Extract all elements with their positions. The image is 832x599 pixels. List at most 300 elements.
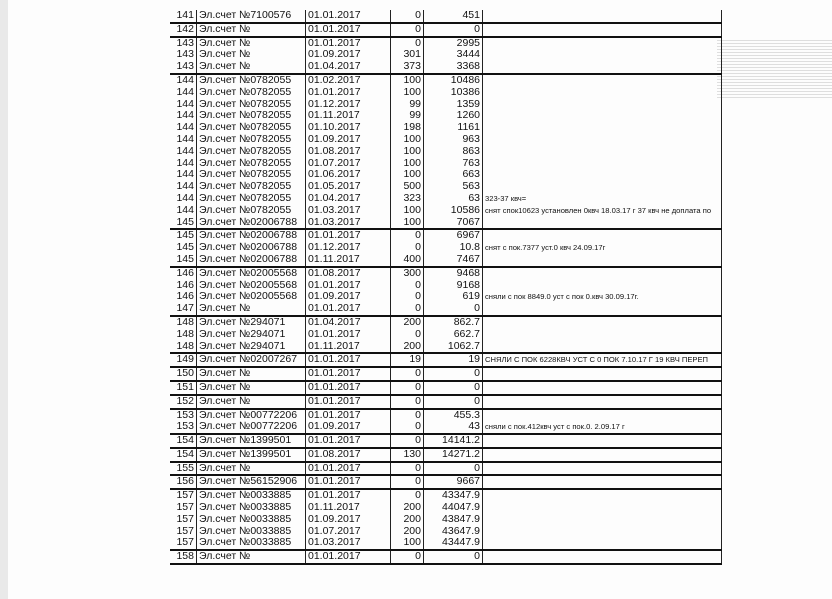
cell-name: Эл.счет №00772206 (197, 421, 306, 434)
cell-name: Эл.счет № (197, 381, 306, 395)
cell-qty: 100 (391, 217, 424, 230)
table-row (170, 409, 722, 422)
cell-date: 01.06.2017 (306, 169, 391, 181)
cell-name: Эл.счет № (197, 462, 306, 476)
table-row (170, 303, 722, 316)
cell-note: снят спок10623 установлен 0квч 18.03.17 г 37 квч не доплата по (483, 205, 722, 217)
cell-note (483, 550, 722, 564)
cell-val: 10486 (424, 74, 483, 87)
cell-note (483, 254, 722, 267)
table-row (170, 448, 722, 462)
cell-qty: 0 (391, 409, 424, 422)
cell-name: Эл.счет №02005568 (197, 267, 306, 280)
cell-name: Эл.счет №02006788 (197, 254, 306, 267)
cell-note (483, 303, 722, 316)
cell-num: 145 (170, 217, 197, 230)
table-row (170, 475, 722, 489)
table-row (170, 502, 722, 514)
cell-val: 0 (424, 367, 483, 381)
cell-num: 143 (170, 61, 197, 74)
cell-date: 01.01.2017 (306, 550, 391, 564)
cell-date: 01.09.2017 (306, 291, 391, 303)
cell-date: 01.01.2017 (306, 353, 391, 367)
cell-date: 01.11.2017 (306, 110, 391, 122)
cell-note (483, 217, 722, 230)
cell-note (483, 280, 722, 292)
cell-qty: 100 (391, 87, 424, 99)
cell-val: 663 (424, 169, 483, 181)
cell-num: 144 (170, 110, 197, 122)
cell-val: 1260 (424, 110, 483, 122)
cell-name: Эл.счет №02006788 (197, 229, 306, 242)
cell-note (483, 537, 722, 550)
cell-qty: 200 (391, 514, 424, 526)
cell-qty: 100 (391, 74, 424, 87)
cell-val: 7467 (424, 254, 483, 267)
cell-val: 862.7 (424, 316, 483, 329)
cell-note (483, 87, 722, 99)
cell-qty: 0 (391, 23, 424, 37)
cell-num: 148 (170, 341, 197, 354)
cell-val: 43847.9 (424, 514, 483, 526)
cell-num: 144 (170, 99, 197, 111)
cell-val: 44047.9 (424, 502, 483, 514)
cell-name: Эл.счет №1399501 (197, 448, 306, 462)
cell-date: 01.09.2017 (306, 514, 391, 526)
cell-note (483, 49, 722, 61)
table-row (170, 193, 722, 205)
cell-qty: 0 (391, 395, 424, 409)
table-row (170, 421, 722, 434)
cell-num: 153 (170, 421, 197, 434)
meter-readings-table (170, 10, 722, 565)
cell-val: 1359 (424, 99, 483, 111)
cell-date: 01.01.2017 (306, 409, 391, 422)
cell-date: 01.01.2017 (306, 475, 391, 489)
table-row (170, 158, 722, 170)
cell-note (483, 329, 722, 341)
table-row (170, 37, 722, 50)
cell-val: 43 (424, 421, 483, 434)
cell-val: 963 (424, 134, 483, 146)
cell-num: 157 (170, 514, 197, 526)
cell-qty: 0 (391, 329, 424, 341)
cell-val: 0 (424, 23, 483, 37)
cell-name: Эл.счет №02006788 (197, 242, 306, 254)
cell-name: Эл.счет №0782055 (197, 122, 306, 134)
cell-date: 01.01.2017 (306, 229, 391, 242)
table-row (170, 329, 722, 341)
cell-qty: 323 (391, 193, 424, 205)
cell-name: Эл.счет №294071 (197, 316, 306, 329)
table-row (170, 23, 722, 37)
cell-qty: 0 (391, 280, 424, 292)
cell-num: 144 (170, 122, 197, 134)
cell-name: Эл.счет №56152906 (197, 475, 306, 489)
cell-val: 19 (424, 353, 483, 367)
cell-note (483, 502, 722, 514)
cell-num: 144 (170, 74, 197, 87)
cell-num: 158 (170, 550, 197, 564)
cell-note (483, 229, 722, 242)
cell-num: 152 (170, 395, 197, 409)
table-row (170, 61, 722, 74)
cell-note (483, 526, 722, 538)
cell-note (483, 23, 722, 37)
cell-val: 662.7 (424, 329, 483, 341)
scan-edge (0, 0, 8, 599)
cell-qty: 0 (391, 550, 424, 564)
cell-name: Эл.счет №02006788 (197, 217, 306, 230)
cell-qty: 100 (391, 134, 424, 146)
table-row (170, 353, 722, 367)
cell-num: 144 (170, 134, 197, 146)
cell-val: 563 (424, 181, 483, 193)
cell-num: 143 (170, 37, 197, 50)
cell-qty: 19 (391, 353, 424, 367)
scan-noise (717, 40, 832, 100)
cell-val: 1161 (424, 122, 483, 134)
cell-name: Эл.счет №0782055 (197, 169, 306, 181)
cell-val: 9468 (424, 267, 483, 280)
cell-date: 01.03.2017 (306, 217, 391, 230)
cell-qty: 200 (391, 341, 424, 354)
cell-note (483, 74, 722, 87)
cell-qty: 99 (391, 110, 424, 122)
cell-date: 01.07.2017 (306, 526, 391, 538)
cell-num: 154 (170, 448, 197, 462)
cell-name: Эл.счет №294071 (197, 341, 306, 354)
cell-val: 3368 (424, 61, 483, 74)
cell-qty: 0 (391, 10, 424, 23)
table-row (170, 122, 722, 134)
cell-note (483, 181, 722, 193)
cell-val: 43347.9 (424, 489, 483, 502)
cell-note: снят с пок.7377 уст.0 квч 24.09.17г (483, 242, 722, 254)
table-row (170, 395, 722, 409)
cell-date: 01.01.2017 (306, 37, 391, 50)
table-row (170, 110, 722, 122)
cell-num: 142 (170, 23, 197, 37)
cell-name: Эл.счет №0782055 (197, 99, 306, 111)
cell-qty: 373 (391, 61, 424, 74)
cell-date: 01.01.2017 (306, 303, 391, 316)
cell-num: 148 (170, 329, 197, 341)
cell-date: 01.01.2017 (306, 23, 391, 37)
cell-val: 10.8 (424, 242, 483, 254)
table-row (170, 267, 722, 280)
cell-name: Эл.счет №0033885 (197, 514, 306, 526)
cell-name: Эл.счет №0033885 (197, 526, 306, 538)
cell-num: 144 (170, 87, 197, 99)
table-row (170, 367, 722, 381)
cell-qty: 200 (391, 502, 424, 514)
cell-date: 01.01.2017 (306, 434, 391, 448)
cell-name: Эл.счет №0782055 (197, 146, 306, 158)
cell-name: Эл.счет №0033885 (197, 537, 306, 550)
cell-name: Эл.счет №0782055 (197, 74, 306, 87)
table-row (170, 381, 722, 395)
table-row (170, 181, 722, 193)
table-row (170, 489, 722, 502)
cell-date: 01.11.2017 (306, 254, 391, 267)
cell-num: 156 (170, 475, 197, 489)
cell-qty: 301 (391, 49, 424, 61)
cell-date: 01.01.2017 (306, 280, 391, 292)
cell-num: 157 (170, 502, 197, 514)
cell-num: 146 (170, 280, 197, 292)
cell-note (483, 61, 722, 74)
cell-date: 01.09.2017 (306, 49, 391, 61)
table-row (170, 10, 722, 23)
cell-note (483, 10, 722, 23)
cell-val: 1062.7 (424, 341, 483, 354)
cell-date: 01.09.2017 (306, 421, 391, 434)
cell-qty: 0 (391, 475, 424, 489)
table-row (170, 99, 722, 111)
cell-qty: 0 (391, 37, 424, 50)
cell-name: Эл.счет №0782055 (197, 193, 306, 205)
cell-qty: 100 (391, 146, 424, 158)
cell-note (483, 122, 722, 134)
cell-date: 01.08.2017 (306, 146, 391, 158)
cell-note (483, 409, 722, 422)
cell-note (483, 169, 722, 181)
cell-val: 619 (424, 291, 483, 303)
cell-num: 146 (170, 291, 197, 303)
cell-name: Эл.счет №294071 (197, 329, 306, 341)
cell-num: 153 (170, 409, 197, 422)
cell-date: 01.03.2017 (306, 205, 391, 217)
table-row (170, 205, 722, 217)
cell-name: Эл.счет №0782055 (197, 205, 306, 217)
cell-note (483, 37, 722, 50)
cell-qty: 100 (391, 205, 424, 217)
table-row (170, 462, 722, 476)
cell-name: Эл.счет №02005568 (197, 291, 306, 303)
cell-qty: 0 (391, 462, 424, 476)
cell-qty: 100 (391, 169, 424, 181)
cell-num: 141 (170, 10, 197, 23)
cell-date: 01.01.2017 (306, 395, 391, 409)
cell-date: 01.04.2017 (306, 61, 391, 74)
cell-date: 01.11.2017 (306, 341, 391, 354)
cell-num: 148 (170, 316, 197, 329)
cell-note (483, 267, 722, 280)
cell-note (483, 341, 722, 354)
cell-num: 151 (170, 381, 197, 395)
table-row (170, 49, 722, 61)
table-row (170, 242, 722, 254)
cell-qty: 0 (391, 367, 424, 381)
cell-name: Эл.счет №0782055 (197, 110, 306, 122)
table-body (170, 10, 722, 564)
cell-val: 0 (424, 462, 483, 476)
cell-name: Эл.счет №0782055 (197, 87, 306, 99)
cell-val: 863 (424, 146, 483, 158)
cell-val: 0 (424, 381, 483, 395)
cell-note (483, 381, 722, 395)
cell-note (483, 489, 722, 502)
cell-num: 144 (170, 146, 197, 158)
cell-note (483, 99, 722, 111)
table-row (170, 291, 722, 303)
cell-date: 01.08.2017 (306, 267, 391, 280)
table-row (170, 146, 722, 158)
cell-val: 63 (424, 193, 483, 205)
cell-date: 01.05.2017 (306, 181, 391, 193)
table-row (170, 74, 722, 87)
cell-note (483, 395, 722, 409)
cell-name: Эл.счет № (197, 395, 306, 409)
cell-date: 01.03.2017 (306, 537, 391, 550)
cell-date: 01.04.2017 (306, 316, 391, 329)
cell-val: 43447.9 (424, 537, 483, 550)
cell-qty: 100 (391, 537, 424, 550)
cell-note (483, 134, 722, 146)
cell-qty: 0 (391, 291, 424, 303)
cell-name: Эл.счет №00772206 (197, 409, 306, 422)
cell-qty: 130 (391, 448, 424, 462)
cell-date: 01.01.2017 (306, 329, 391, 341)
cell-date: 01.04.2017 (306, 193, 391, 205)
table-row (170, 514, 722, 526)
cell-val: 0 (424, 550, 483, 564)
cell-qty: 100 (391, 158, 424, 170)
cell-name: Эл.счет №0782055 (197, 181, 306, 193)
cell-num: 144 (170, 181, 197, 193)
cell-num: 150 (170, 367, 197, 381)
cell-num: 144 (170, 205, 197, 217)
cell-note (483, 448, 722, 462)
cell-val: 7067 (424, 217, 483, 230)
cell-val: 9667 (424, 475, 483, 489)
cell-qty: 0 (391, 421, 424, 434)
cell-qty: 0 (391, 229, 424, 242)
cell-name: Эл.счет №7100576 (197, 10, 306, 23)
table-row (170, 254, 722, 267)
cell-val: 0 (424, 395, 483, 409)
cell-date: 01.10.2017 (306, 122, 391, 134)
cell-name: Эл.счет №02005568 (197, 280, 306, 292)
cell-date: 01.11.2017 (306, 502, 391, 514)
cell-num: 157 (170, 526, 197, 538)
cell-num: 143 (170, 49, 197, 61)
cell-qty: 200 (391, 526, 424, 538)
cell-val: 14141.2 (424, 434, 483, 448)
cell-val: 451 (424, 10, 483, 23)
table-row (170, 341, 722, 354)
cell-qty: 400 (391, 254, 424, 267)
cell-qty: 200 (391, 316, 424, 329)
cell-note (483, 316, 722, 329)
cell-val: 6967 (424, 229, 483, 242)
cell-date: 01.02.2017 (306, 74, 391, 87)
cell-date: 01.01.2017 (306, 10, 391, 23)
cell-name: Эл.счет № (197, 23, 306, 37)
cell-val: 0 (424, 303, 483, 316)
table-row (170, 280, 722, 292)
cell-num: 144 (170, 169, 197, 181)
cell-note (483, 462, 722, 476)
cell-val: 3444 (424, 49, 483, 61)
table-row (170, 134, 722, 146)
cell-name: Эл.счет № (197, 49, 306, 61)
cell-num: 145 (170, 254, 197, 267)
cell-qty: 0 (391, 303, 424, 316)
cell-note: сняли с пок 8849.0 уст с пок 0.квч 30.09.17г. (483, 291, 722, 303)
table-row (170, 87, 722, 99)
cell-date: 01.08.2017 (306, 448, 391, 462)
cell-date: 01.09.2017 (306, 134, 391, 146)
cell-val: 763 (424, 158, 483, 170)
table-row (170, 217, 722, 230)
cell-qty: 0 (391, 489, 424, 502)
cell-val: 10586 (424, 205, 483, 217)
table-row (170, 537, 722, 550)
cell-date: 01.01.2017 (306, 381, 391, 395)
cell-name: Эл.счет № (197, 550, 306, 564)
cell-qty: 0 (391, 381, 424, 395)
cell-date: 01.01.2017 (306, 462, 391, 476)
cell-num: 145 (170, 242, 197, 254)
table-row (170, 169, 722, 181)
cell-date: 01.12.2017 (306, 99, 391, 111)
cell-name: Эл.счет № (197, 37, 306, 50)
cell-num: 144 (170, 158, 197, 170)
cell-qty: 0 (391, 242, 424, 254)
cell-note: СНЯЛИ С ПОК 6228КВЧ УСТ С 0 ПОК 7.10.17 Г 19 КВЧ ПЕРЕП (483, 353, 722, 367)
cell-val: 10386 (424, 87, 483, 99)
cell-date: 01.12.2017 (306, 242, 391, 254)
cell-num: 144 (170, 193, 197, 205)
cell-name: Эл.счет №0782055 (197, 134, 306, 146)
cell-note (483, 146, 722, 158)
table-row (170, 229, 722, 242)
cell-date: 01.01.2017 (306, 87, 391, 99)
cell-note (483, 110, 722, 122)
cell-note (483, 475, 722, 489)
table-row (170, 550, 722, 564)
cell-num: 154 (170, 434, 197, 448)
cell-val: 9168 (424, 280, 483, 292)
cell-num: 155 (170, 462, 197, 476)
cell-name: Эл.счет № (197, 367, 306, 381)
cell-num: 157 (170, 537, 197, 550)
cell-name: Эл.счет №02007267 (197, 353, 306, 367)
cell-note (483, 434, 722, 448)
cell-note: сняли с пок.412квч уст с пок.0. 2.09.17 г (483, 421, 722, 434)
cell-val: 14271.2 (424, 448, 483, 462)
cell-name: Эл.счет №0033885 (197, 502, 306, 514)
cell-num: 149 (170, 353, 197, 367)
cell-qty: 300 (391, 267, 424, 280)
cell-val: 2995 (424, 37, 483, 50)
cell-note (483, 158, 722, 170)
cell-val: 43647.9 (424, 526, 483, 538)
cell-val: 455.3 (424, 409, 483, 422)
table-row (170, 526, 722, 538)
cell-num: 146 (170, 267, 197, 280)
cell-date: 01.01.2017 (306, 489, 391, 502)
cell-qty: 198 (391, 122, 424, 134)
cell-name: Эл.счет № (197, 303, 306, 316)
cell-num: 157 (170, 489, 197, 502)
cell-name: Эл.счет №0782055 (197, 158, 306, 170)
cell-date: 01.01.2017 (306, 367, 391, 381)
cell-name: Эл.счет №1399501 (197, 434, 306, 448)
cell-qty: 500 (391, 181, 424, 193)
